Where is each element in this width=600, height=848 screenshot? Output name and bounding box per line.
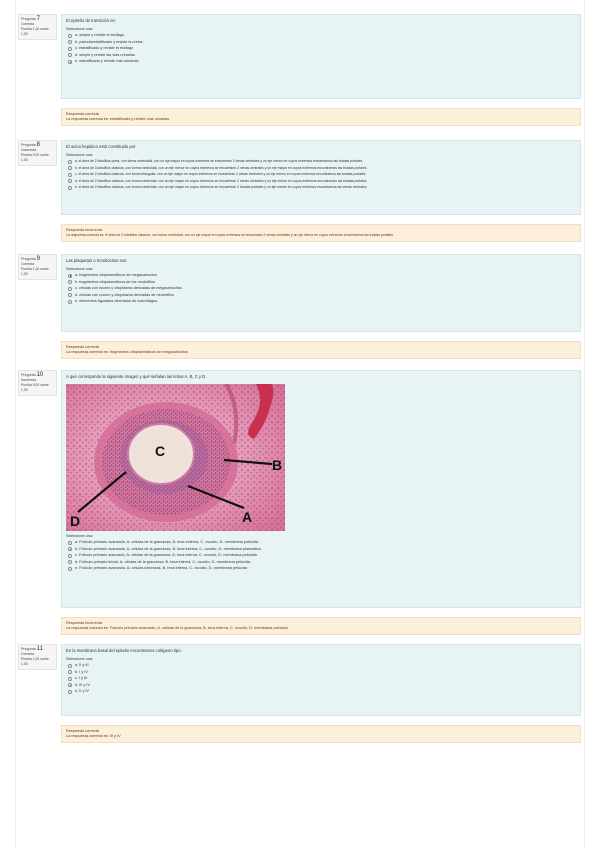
- question-grade: Puntúa 0,00 sobre 1,00: [21, 153, 49, 162]
- question-number: Pregunta 11: [21, 646, 43, 652]
- radio-button[interactable]: [68, 179, 72, 183]
- answer-option[interactable]: e. elementos figurados derivados de macrófagos.: [66, 298, 576, 305]
- radio-button[interactable]: [68, 683, 72, 687]
- question-formulation: [61, 140, 581, 215]
- radio-button[interactable]: [68, 160, 72, 164]
- question-number: Pregunta 10: [21, 372, 44, 378]
- answer-option[interactable]: a. el área de 2 lobulillos porta, con forma romboidal, con un eje mayor en cuyos extremos se encuentran 2 venas centrales y un eje menor en cuyos extremos encontramos las tríadas portales: [66, 158, 576, 165]
- radio-button[interactable]: [68, 287, 72, 291]
- radio-button[interactable]: [68, 40, 72, 44]
- feedback-text: La respuesta correcta es: el área de 2 lobulillos clásicos, con forma romboidal, con un eje mayor en cuyos extremos se encuentran 2 venas centrales y un eje menor en cuyos extremos encontramos las tríadas portales: [66, 233, 393, 237]
- radio-button[interactable]: [68, 166, 72, 170]
- feedback-box: [61, 341, 581, 359]
- question-info: [18, 14, 57, 40]
- feedback-box: [61, 224, 581, 242]
- select-prompt: Seleccione una:: [66, 657, 94, 661]
- answer-option[interactable]: c. estratificado y reviste el esófago: [66, 45, 576, 52]
- question-formulation: [61, 14, 581, 99]
- question-grade: Puntúa 1,00 sobre 1,00: [21, 267, 49, 276]
- feedback-text: La respuesta correcta es: fragmentos citoplasmáticos de megacariocitos: [66, 350, 188, 354]
- question-status: Incorrecta: [21, 147, 37, 152]
- question-status: Incorrecta: [21, 377, 37, 382]
- answer-option[interactable]: c. células con núcleo y citoplasma derivadas de megacariocitos: [66, 285, 576, 292]
- radio-button[interactable]: [68, 567, 72, 571]
- answer-option[interactable]: e. Folículo primario avanzado, A- células luteínicas, B- teca interna, C- ovocito, D- membrana pelúcida: [66, 565, 576, 572]
- question-formulation: [61, 370, 581, 608]
- feedback-text: La respuesta correcta es: Folículo primario avanzado, A- células de la granulosa, B- teca interna, C- ovocito, D- membrana pelúcida.: [66, 626, 289, 630]
- question-text: En la membrana basal del epitelio encontramos colágeno tipo:: [66, 648, 182, 653]
- radio-button[interactable]: [68, 53, 72, 57]
- radio-button[interactable]: [68, 280, 72, 284]
- histology-image: [66, 384, 285, 531]
- answer-option[interactable]: b. pseudoestratificado y reviste la uretra.: [66, 39, 156, 46]
- answer-option[interactable]: d. el área de 2 lobulillos clásicos, con forma romboidal, con un eje mayor en cuyos extremos se encuentran 2 venas centrales y un eje menor en cuyos extremos encontramos las tríadas portales: [66, 178, 576, 185]
- answer-option[interactable]: b. I y IV: [66, 669, 576, 676]
- question-grade: Puntúa 1,00 sobre 1,00: [21, 657, 49, 666]
- radio-button[interactable]: [68, 677, 72, 681]
- question-grade: Puntúa 0,00 sobre 1,00: [21, 383, 49, 392]
- answer-option[interactable]: b. Folículo primario avanzado, A- células de la granulosa, B- teca interna, C- ovocito, D- membrana plasmática: [66, 546, 576, 553]
- question-status: Correcta: [21, 21, 35, 26]
- answer-option[interactable]: e. II y IV: [66, 688, 576, 695]
- feedback-text: La respuesta correcta es: estratificado y reviste vías urinarias: [66, 117, 170, 121]
- answer-option[interactable]: d. Folículo primario inicial, A- células de la granulosa, B- teca interna, C- ovocito, D- membrana pelúcida.: [66, 559, 576, 566]
- radio-button[interactable]: [68, 690, 72, 694]
- feedback-box: [61, 725, 581, 743]
- radio-button[interactable]: [68, 300, 72, 304]
- answer-option[interactable]: a. fragmentos citoplasmáticos de megacariocitos: [66, 272, 576, 279]
- feedback-label: Respuesta incorrecta.: [66, 228, 103, 232]
- answer-option[interactable]: d. simple y reviste las vías urinarias: [66, 52, 576, 59]
- select-prompt: Seleccione una:: [66, 534, 94, 538]
- answer-option[interactable]: a. II y III: [66, 662, 576, 669]
- feedback-label: Respuesta incorrecta.: [66, 621, 103, 625]
- question-info: [18, 254, 57, 280]
- feedback-box: [61, 617, 581, 635]
- answer-option[interactable]: c. I y III: [66, 675, 576, 682]
- question-status: Correcta: [21, 261, 35, 266]
- question-number: Pregunta 7: [21, 16, 40, 22]
- answer-option[interactable]: c. Folículo primario avanzado, A- células de la granulosa, B- teca interna, C- ovocito, D- membrana pelúcida.: [66, 552, 576, 559]
- radio-button[interactable]: [68, 274, 72, 278]
- radio-button[interactable]: [68, 47, 72, 51]
- question-number: Pregunta 8: [21, 142, 40, 148]
- answer-option[interactable]: b. el área de 3 lobulillos clásicos, con forma romboidal, con un eje menor en cuyos extremos se encuentran 2 venas centrales y un eje mayor en cuyos extremos encontramos las tríadas portales: [66, 165, 576, 172]
- question-text: El epitelio de transición es:: [66, 18, 116, 23]
- answer-option[interactable]: c. el área de 2 lobulillos clásicos, con forma triangular, con un eje mayor en cuyos extremos se encuentran 2 venas centrales y un eje menor en cuyos extremos encontramos las tríadas portales: [66, 171, 576, 178]
- select-prompt: Seleccione una:: [66, 153, 94, 157]
- answer-option[interactable]: a. simple y reviste el esófago.: [66, 32, 576, 39]
- feedback-text: La respuesta correcta es: III y IV: [66, 734, 121, 738]
- answer-option[interactable]: a. Folículo primario avanzado, A- células de la granulosa, B- teca externa, C- ovocito, D- membrana pelúcida.: [66, 539, 576, 546]
- radio-button[interactable]: [68, 560, 72, 564]
- label-c: C: [155, 443, 166, 459]
- question-grade: Puntúa 1,00 sobre 1,00: [21, 27, 49, 36]
- radio-button[interactable]: [68, 554, 72, 558]
- radio-button[interactable]: [68, 547, 72, 551]
- label-d: D: [70, 513, 81, 529]
- answer-option[interactable]: e. el área de 2 lobulillos clásicos, con forma romboidal, con un eje mayor en cuyos extremos se encuentran 2 tríadas portales y un eje menor en cuyos extremos encontramos las venas centrales: [66, 184, 576, 191]
- feedback-label: Respuesta correcta: [66, 729, 99, 733]
- radio-button[interactable]: [68, 293, 72, 297]
- answer-option[interactable]: d. células con núcleo y citoplasma derivadas de neutrófilos: [66, 292, 576, 299]
- label-b: B: [272, 457, 283, 473]
- feedback-label: Respuesta correcta: [66, 112, 99, 116]
- radio-button[interactable]: [68, 186, 72, 190]
- radio-button[interactable]: [68, 34, 72, 38]
- question-info: [18, 140, 57, 166]
- feedback-label: Respuesta correcta: [66, 345, 99, 349]
- select-prompt: Seleccione una:: [66, 27, 94, 31]
- follicle-micrograph: [66, 384, 285, 531]
- question-formulation: [61, 644, 581, 716]
- question-text: Las plaquetas o trombocitos son:: [66, 258, 128, 263]
- question-info: [18, 370, 57, 396]
- feedback-box: [61, 108, 581, 126]
- radio-button[interactable]: [68, 670, 72, 674]
- question-number: Pregunta 9: [21, 256, 40, 262]
- question-text: A qué corresponde la siguiente imagen y qué señalan las letras A, B, C y D.: [66, 374, 207, 379]
- radio-button[interactable]: [68, 60, 72, 64]
- radio-button[interactable]: [68, 173, 72, 177]
- answer-option[interactable]: e. estratificado y reviste vías urinarias: [66, 58, 576, 65]
- label-a: A: [242, 509, 253, 525]
- select-prompt: Seleccione una:: [66, 267, 94, 271]
- question-status: Correcta: [21, 651, 35, 656]
- radio-button[interactable]: [68, 541, 72, 545]
- answer-option[interactable]: d. III y IV: [66, 682, 576, 689]
- question-text: El acino hepático está constituido por:: [66, 144, 137, 149]
- question-formulation: [61, 254, 581, 332]
- radio-button[interactable]: [68, 664, 72, 668]
- answer-option[interactable]: b. fragmentos citoplasmáticos de los neutrófilos: [66, 279, 576, 286]
- question-info: [18, 644, 57, 670]
